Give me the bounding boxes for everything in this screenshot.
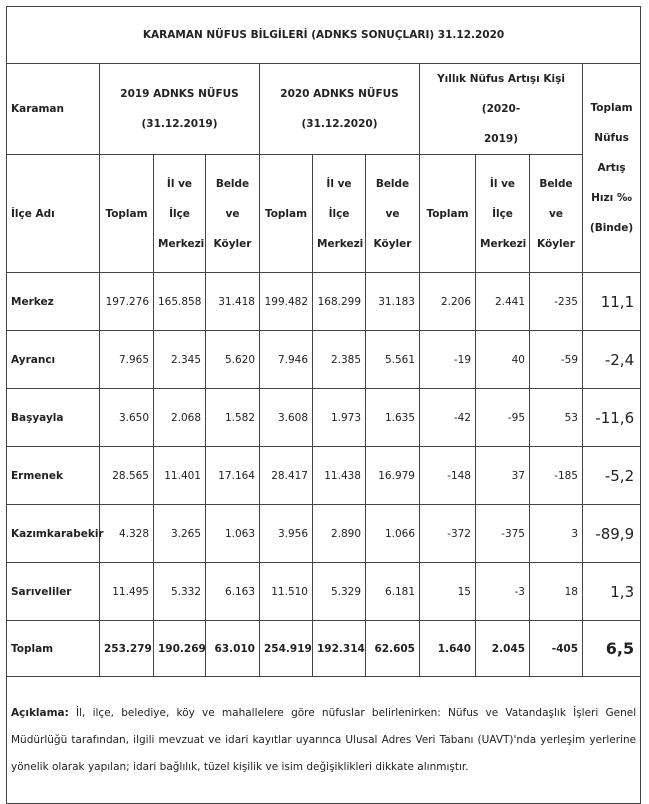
total-change: -372 [420,505,476,563]
villages-2020: 31.183 [366,273,420,331]
growth-rate: -89,9 [583,505,641,563]
center-2019: 3.265 [154,505,206,563]
villages-2019: 1.063 [206,505,260,563]
center-2020: 11.438 [313,447,366,505]
center-2020: 168.299 [313,273,366,331]
district-name: Merkez [7,273,100,331]
sub-header-total-2019: Toplam [100,155,154,273]
sub-header-villages-2020: Belde ve Köyler [366,155,420,273]
sub-header-center-change: İl ve İlçe Merkezi [476,155,530,273]
total-change: -19 [420,331,476,389]
center-change: 2.441 [476,273,530,331]
total-change: -148 [420,447,476,505]
total-change: 15 [420,563,476,621]
total-change: 1.640 [420,621,476,677]
growth-rate: -11,6 [583,389,641,447]
sub-header-row [7,155,641,273]
total-2019: 28.565 [100,447,154,505]
table-row [7,505,641,563]
total-2019: 11.495 [100,563,154,621]
growth-rate: -2,4 [583,331,641,389]
total-2020: 199.482 [260,273,313,331]
note-text: İl, ilçe, belediye, köy ve mahallelere göre nüfuslar belirlenirken: Nüfus ve Vatandaşlık İşleri Genel Müdürlüğü tarafından, ilgili mevzuat ve idari kayıtlar uyarınca Ulusal Adres Veri Tabanı (UAVT)'nda yerleşim yerlerine yönelik olarak yapılan; idari bağlılık, tüzel kişilik ve isim değişiklikleri dikkate alınmıştır. [11,706,637,773]
center-2020: 1.973 [313,389,366,447]
villages-change: -405 [530,621,583,677]
note-label: Açıklama: [11,706,69,719]
sub-header-total-change: Toplam [420,155,476,273]
total-2020: 7.946 [260,331,313,389]
sub-header-total-2020: Toplam [260,155,313,273]
sub-header-villages-change: Belde ve Köyler [530,155,583,273]
district-name: Sarıveliler [7,563,100,621]
villages-2019: 1.582 [206,389,260,447]
sub-header-villages-2019: Belde ve Köyler [206,155,260,273]
villages-change: 53 [530,389,583,447]
total-2019: 7.965 [100,331,154,389]
total-2019: 197.276 [100,273,154,331]
center-2020: 2.890 [313,505,366,563]
villages-2019: 5.620 [206,331,260,389]
total-row [7,621,641,677]
center-2020: 192.314 [313,621,366,677]
table-title: KARAMAN NÜFUS BİLGİLERİ (ADNKS SONUÇLARI) 31.12.2020 [7,7,641,64]
total-2020: 3.608 [260,389,313,447]
growth-rate: 11,1 [583,273,641,331]
group-change-header: Yıllık Nüfus Artışı Kişi (2020- 2019) [420,64,583,155]
villages-2019: 17.164 [206,447,260,505]
district-name: Başyayla [7,389,100,447]
growth-rate: -5,2 [583,447,641,505]
district-name: Ayrancı [7,331,100,389]
center-change: -375 [476,505,530,563]
total-change: -42 [420,389,476,447]
center-2020: 2.385 [313,331,366,389]
total-label: Toplam [7,621,100,677]
group-2019-header: 2019 ADNKS NÜFUS (31.12.2019) [100,64,260,155]
center-change: 40 [476,331,530,389]
total-2020: 28.417 [260,447,313,505]
table-row [7,389,641,447]
villages-2020: 16.979 [366,447,420,505]
region-header: Karaman [7,64,100,155]
sub-header-center-2020: İl ve İlçe Merkezi [313,155,366,273]
villages-2019: 31.418 [206,273,260,331]
population-table [6,6,641,804]
note [7,677,641,804]
table-row [7,563,641,621]
villages-change: 3 [530,505,583,563]
villages-change: -235 [530,273,583,331]
villages-2020: 62.605 [366,621,420,677]
total-2020: 254.919 [260,621,313,677]
table-row [7,331,641,389]
villages-2020: 6.181 [366,563,420,621]
total-2019: 253.279 [100,621,154,677]
center-change: 2.045 [476,621,530,677]
table-row [7,273,641,331]
total-2020: 3.956 [260,505,313,563]
note-row [7,677,641,804]
sub-header-center-2019: İl ve İlçe Merkezi [154,155,206,273]
villages-2020: 5.561 [366,331,420,389]
district-name: Kazımkarabekir [7,505,100,563]
center-2020: 5.329 [313,563,366,621]
villages-2020: 1.066 [366,505,420,563]
table-row [7,447,641,505]
villages-2019: 6.163 [206,563,260,621]
villages-2020: 1.635 [366,389,420,447]
center-2019: 2.068 [154,389,206,447]
growth-rate: 1,3 [583,563,641,621]
population-table-wrapper [6,6,641,804]
center-2019: 190.269 [154,621,206,677]
district-name: Ermenek [7,447,100,505]
center-2019: 2.345 [154,331,206,389]
group-header-row [7,64,641,155]
title-row [7,7,641,64]
center-2019: 5.332 [154,563,206,621]
center-change: 37 [476,447,530,505]
total-2019: 3.650 [100,389,154,447]
villages-2019: 63.010 [206,621,260,677]
growth-rate: 6,5 [583,621,641,677]
total-2019: 4.328 [100,505,154,563]
villages-change: -185 [530,447,583,505]
center-change: -95 [476,389,530,447]
center-change: -3 [476,563,530,621]
total-2020: 11.510 [260,563,313,621]
center-2019: 11.401 [154,447,206,505]
total-change: 2.206 [420,273,476,331]
group-2020-header: 2020 ADNKS NÜFUS (31.12.2020) [260,64,420,155]
villages-change: 18 [530,563,583,621]
rate-header: Toplam Nüfus Artış Hızı ‰ (Binde) [583,64,641,273]
villages-change: -59 [530,331,583,389]
center-2019: 165.858 [154,273,206,331]
district-header: İlçe Adı [7,155,100,273]
